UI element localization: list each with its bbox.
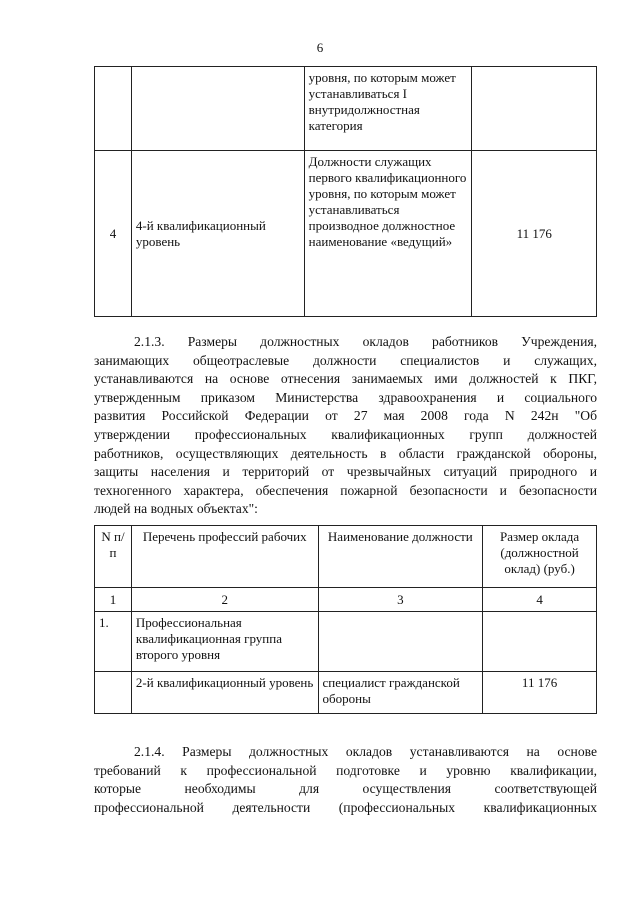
table-index-row xyxy=(95,588,597,612)
header-professions: Перечень профессий рабочих xyxy=(131,526,318,588)
paragraph-line: развития Российской Федерации от 27 мая 2008 года N 242н "Об xyxy=(94,408,597,424)
table-row xyxy=(95,67,597,151)
qualification-level xyxy=(131,67,304,151)
paragraph-line: 2.1.4. Размеры должностных окладов устанавливаются на основе xyxy=(134,744,597,759)
paragraph-line: устанавливаются на основе отнесения занимаемых ими должностей к ПКГ, xyxy=(94,371,597,387)
page-number: 6 xyxy=(316,40,324,55)
row-number xyxy=(95,67,132,151)
paragraph-line: которые необходимы для осуществления соответствующей xyxy=(94,781,597,797)
index-cell: 4 xyxy=(483,588,597,612)
position-name: специалист гражданской обороны xyxy=(318,672,483,714)
profession-group: Профессиональная квалификационная группа второго уровня xyxy=(131,612,318,672)
paragraph-line: профессиональной деятельности (профессиональных квалификационных xyxy=(94,799,597,815)
paragraph-line: людей на водных объектах": xyxy=(94,501,258,517)
row-number: 4 xyxy=(95,151,132,317)
table-row xyxy=(95,672,597,714)
header-number: N п/п xyxy=(95,526,132,588)
row-number: 1. xyxy=(95,612,132,672)
header-position: Наименование должности xyxy=(318,526,483,588)
index-cell: 1 xyxy=(95,588,132,612)
qualification-table-continued xyxy=(94,66,597,317)
salary-cell: 11 176 xyxy=(472,151,597,317)
paragraph-line: 2.1.3. Размеры должностных окладов работников Учреждения, xyxy=(134,334,597,349)
paragraph-line: утверждении профессиональных квалификационных групп должностей xyxy=(94,426,597,442)
index-cell: 3 xyxy=(318,588,483,612)
position-description: уровня, по которым может устанавливаться I внутридолжностная категория xyxy=(304,67,472,151)
position-name xyxy=(318,612,483,672)
table-header-row xyxy=(95,526,597,588)
paragraph-line: техногенного характера, обеспечения пожарной безопасности и безопасности xyxy=(94,482,597,498)
salary-cell xyxy=(472,67,597,151)
salary-cell: 11 176 xyxy=(483,672,597,714)
index-cell: 2 xyxy=(131,588,318,612)
paragraph-2-1-4 xyxy=(94,743,597,817)
profession-group: 2-й квалификационный уровень xyxy=(131,672,318,714)
header-salary: Размер оклада (должностной оклад) (руб.) xyxy=(483,526,597,588)
row-number xyxy=(95,672,132,714)
profession-table xyxy=(94,525,597,714)
salary-cell xyxy=(483,612,597,672)
paragraph-2-1-3 xyxy=(94,333,597,519)
paragraph-line: занимающих общеотраслевые должности специалистов и служащих, xyxy=(94,352,597,368)
paragraph-line: требований к профессиональной подготовке и уровню квалификации, xyxy=(94,762,597,778)
paragraph-line: защиты населения и территорий от чрезвычайных ситуаций природного и xyxy=(94,464,597,480)
paragraph-line: утвержденным приказом Министерства здравоохранения и социального xyxy=(94,389,597,405)
qualification-level: 4-й квалификационный уровень xyxy=(131,151,304,317)
position-description: Должности служащих первого квалификационного уровня, по которым может устанавливаться производное должностное наименование «ведущий» xyxy=(304,151,472,317)
table-row xyxy=(95,612,597,672)
paragraph-line: работников, осуществляющих деятельность в области гражданской обороны, xyxy=(94,445,597,461)
table-row xyxy=(95,151,597,317)
